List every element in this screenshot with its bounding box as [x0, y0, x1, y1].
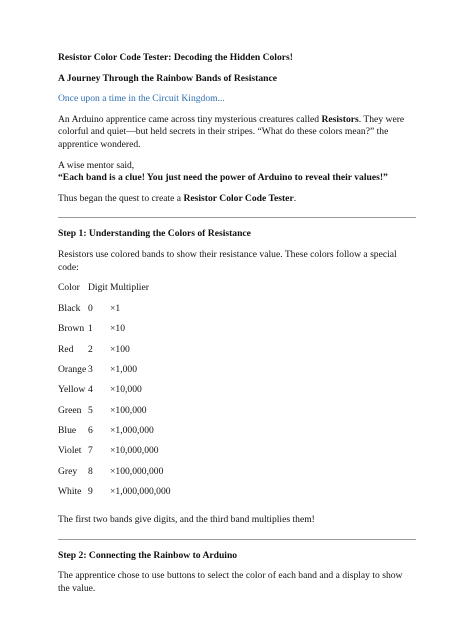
cell-multiplier: ×1,000,000,000 [110, 485, 171, 497]
table-row [58, 445, 230, 465]
cell-color: Grey [58, 465, 78, 477]
intro-text-before: An Arduino apprentice came across tiny mysterious creatures called [58, 113, 322, 125]
table-header-row [58, 282, 230, 303]
cell-color: Brown [58, 323, 85, 335]
cell-multiplier: ×10,000 [110, 384, 142, 396]
intro-link[interactable]: Once upon a time in the Circuit Kingdom... [58, 93, 225, 105]
cell-multiplier: ×10,000,000 [110, 445, 159, 457]
cell-color: Yellow [58, 384, 86, 396]
intro-text-after: . They were colorful and quiet—but held secrets in their stripes. “What do these colors mean?” the apprentice wondered. [58, 113, 405, 150]
cell-multiplier: ×100,000 [110, 404, 147, 416]
step2-text: The apprentice chose to use buttons to select the color of each band and a display to show the value. [58, 570, 403, 594]
table-row [58, 425, 230, 445]
table-header-multiplier: Multiplier [110, 282, 149, 294]
cell-multiplier: ×1,000,000 [110, 424, 154, 436]
cell-digit: 9 [88, 485, 93, 497]
cell-multiplier: ×1 [110, 303, 121, 315]
cell-color: Red [58, 343, 74, 355]
table-row [58, 384, 230, 404]
table-header-color: Color [58, 282, 80, 294]
cell-multiplier: ×10 [110, 323, 126, 335]
cell-digit: 6 [88, 424, 93, 436]
quest-text-after: . [293, 192, 297, 204]
quest-paragraph [58, 193, 416, 206]
color-code-table [58, 282, 230, 506]
cell-color: White [58, 485, 82, 497]
step1-heading: Step 1: Understanding the Colors of Resistance [58, 228, 251, 240]
cell-digit: 0 [88, 303, 93, 315]
document-title: Resistor Color Code Tester: Decoding the Hidden Colors! [58, 52, 293, 63]
table-row [58, 466, 230, 486]
mentor-quote: “Each band is a clue! You just need the power of Arduino to reveal their values!” [58, 172, 388, 184]
section-divider-2 [58, 539, 416, 540]
cell-digit: 3 [88, 364, 93, 376]
document-subtitle: A Journey Through the Rainbow Bands of Resistance [58, 72, 278, 84]
cell-digit: 4 [88, 384, 93, 396]
cell-digit: 7 [88, 445, 93, 457]
quest-text-bold: Resistor Color Code Tester [183, 192, 294, 204]
intro-paragraph [58, 114, 416, 152]
step1-text: Resistors use colored bands to show their resistance value. These colors follow a special code: [58, 248, 397, 273]
section-divider-1 [58, 217, 416, 218]
cell-digit: 8 [88, 465, 93, 477]
cell-color: Blue [58, 424, 77, 436]
cell-digit: 1 [88, 323, 93, 335]
step1-after-text: The first two bands give digits, and the third band multiplies them! [58, 514, 315, 526]
table-row [58, 344, 230, 364]
table-row [58, 323, 230, 343]
cell-digit: 5 [88, 404, 93, 416]
table-header-digit: Digit [88, 282, 108, 294]
mentor-intro: A wise mentor said, [58, 159, 135, 171]
table-row [58, 364, 230, 384]
cell-digit: 2 [88, 343, 93, 355]
table-row [58, 303, 230, 323]
document-page [58, 52, 416, 603]
cell-multiplier: ×1,000 [110, 364, 137, 376]
cell-color: Orange [58, 364, 87, 376]
quest-text-before: Thus began the quest to create a [58, 192, 184, 204]
table-row [58, 486, 230, 506]
cell-color: Black [58, 303, 81, 315]
cell-multiplier: ×100,000,000 [110, 465, 164, 477]
cell-multiplier: ×100 [110, 343, 130, 355]
table-row [58, 405, 230, 425]
cell-color: Violet [58, 445, 82, 457]
intro-text-bold: Resistors [321, 113, 359, 125]
cell-color: Green [58, 404, 82, 416]
step2-heading: Step 2: Connecting the Rainbow to Arduino [58, 549, 238, 561]
